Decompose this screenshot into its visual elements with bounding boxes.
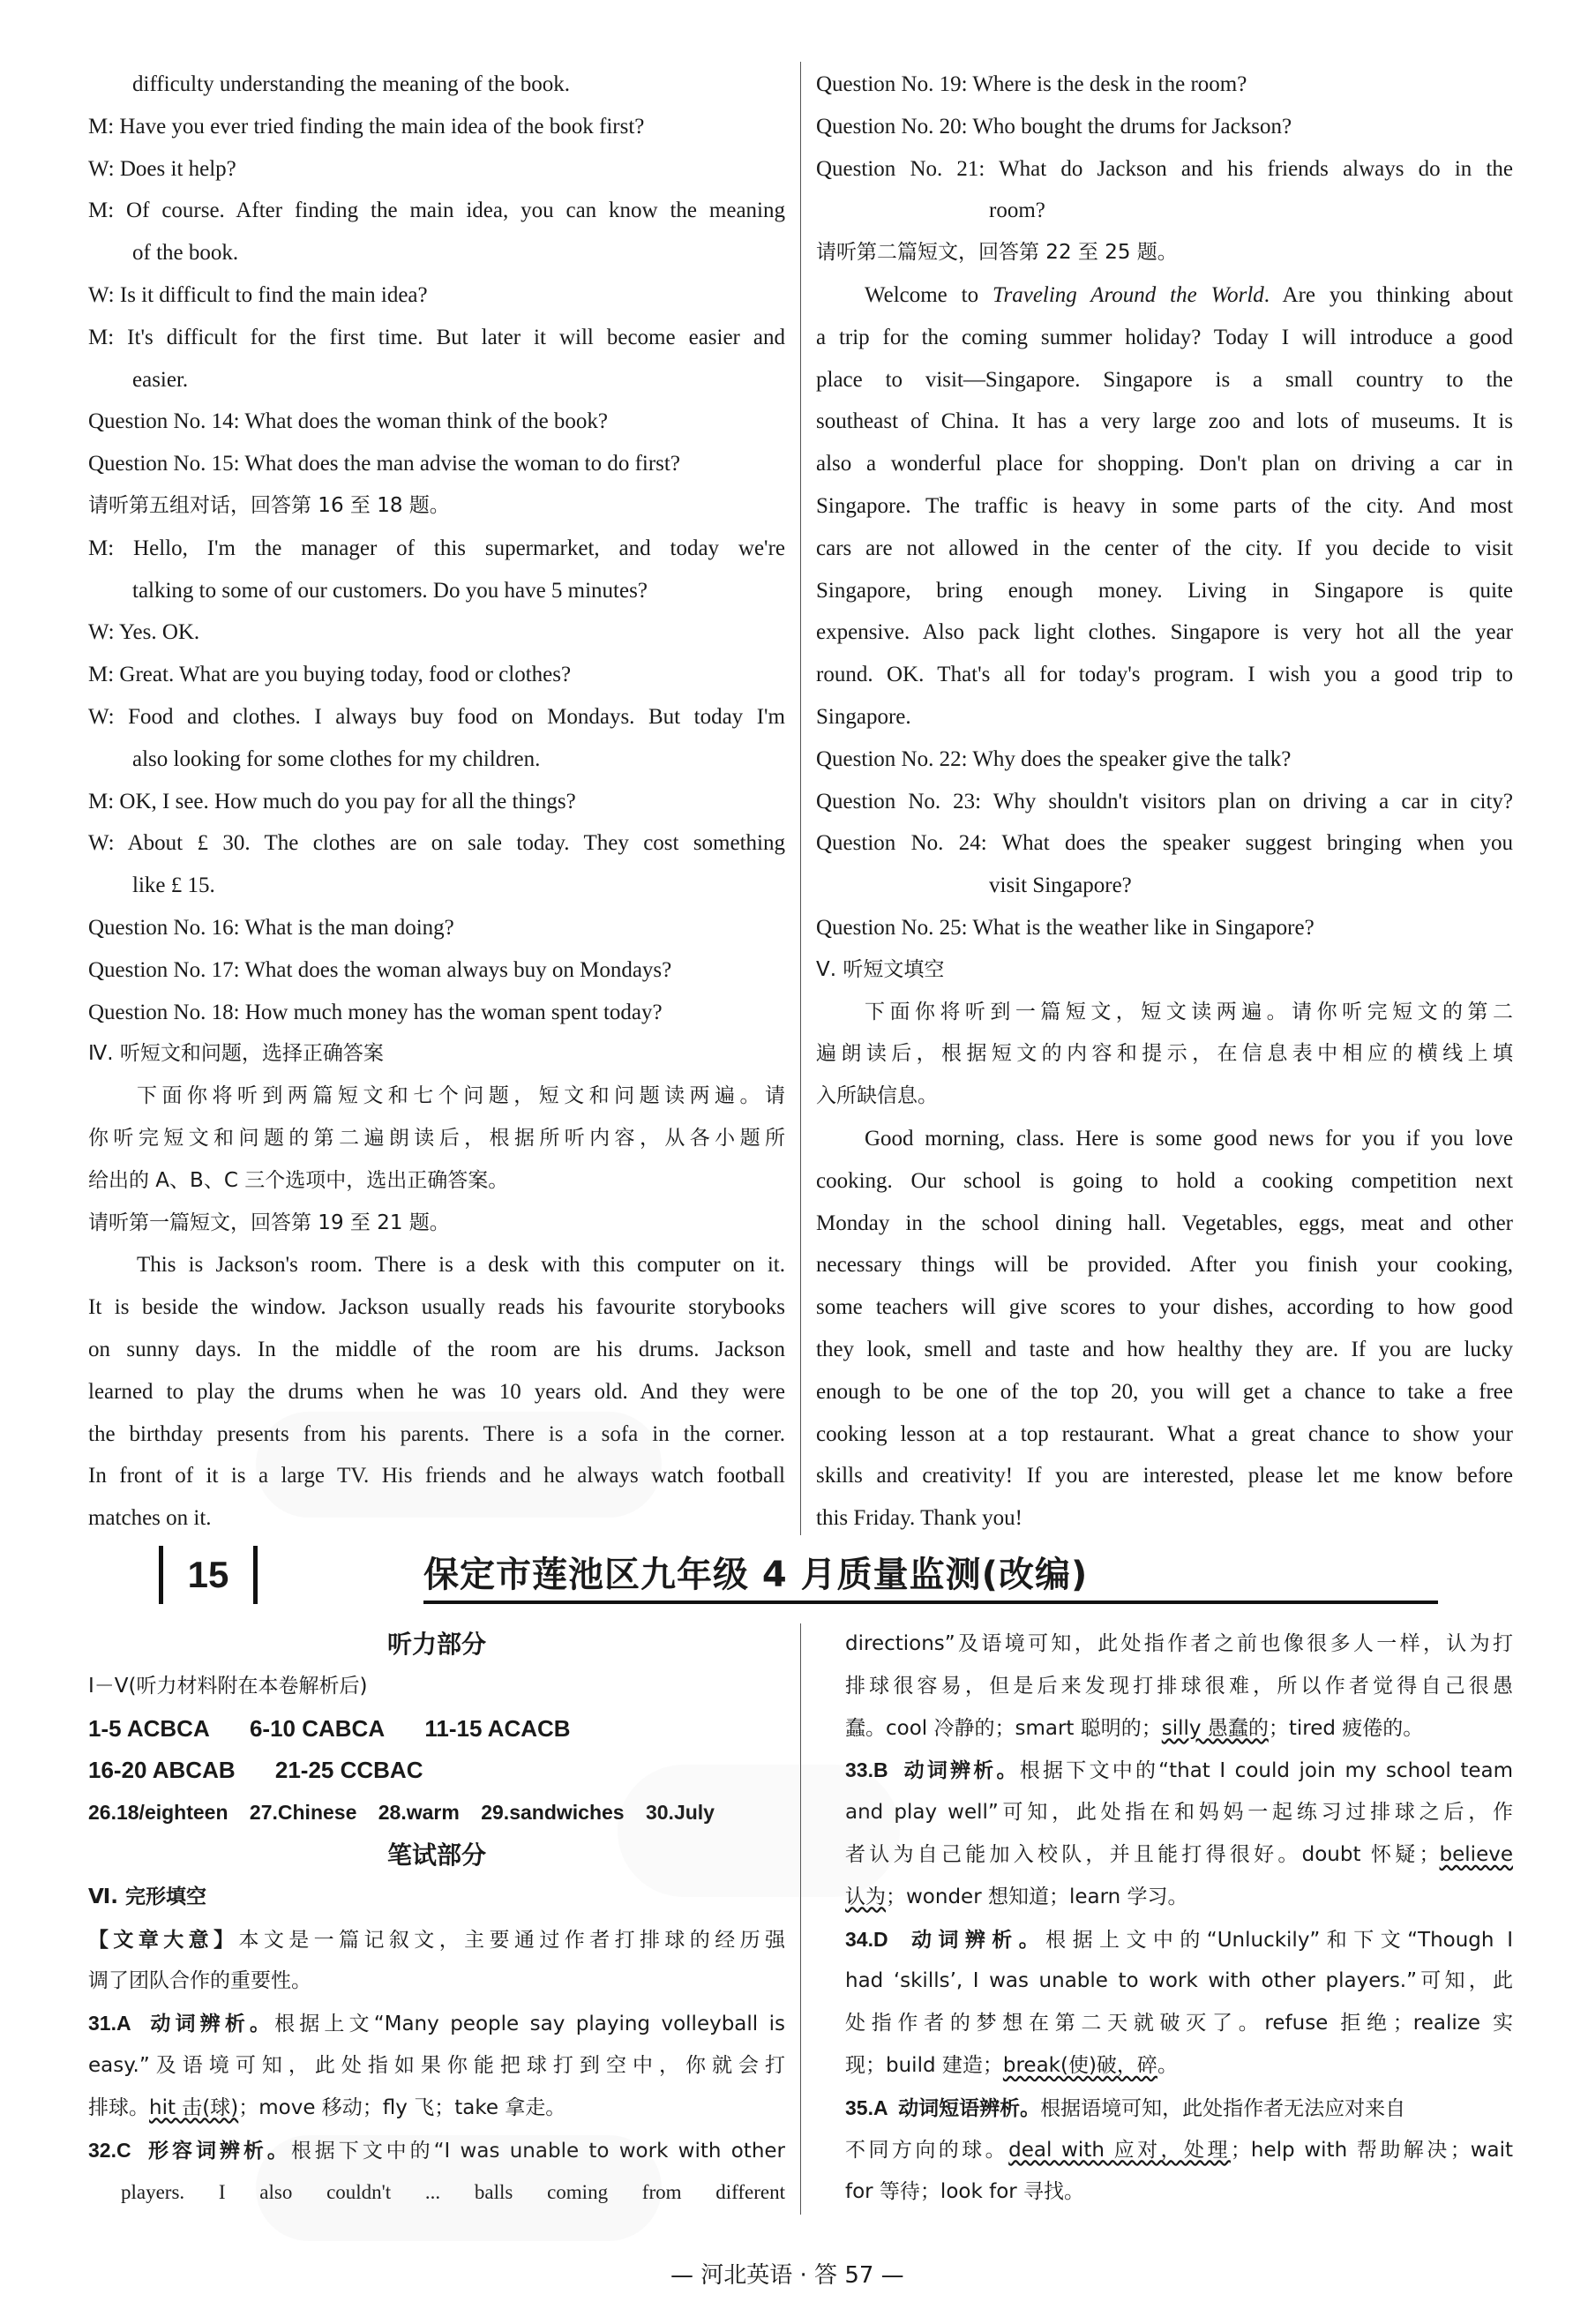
text-line: 入所缺信息。	[816, 1084, 938, 1108]
text-line: 遍朗读后，根据短文的内容和提示，在信息表中相应的横线上填	[816, 1042, 1513, 1066]
q35-type: 动词短语辨析。	[898, 2096, 1041, 2120]
text-line: W: Does it help?	[88, 156, 236, 181]
text-line: of the book.	[132, 241, 239, 266]
text-line: Singapore. The traffic is heavy in some parts of the city. And most	[816, 493, 1513, 518]
text-line: cars are not allowed in the center of the city. If you decide to visit	[816, 536, 1513, 560]
q33-line	[845, 1877, 1513, 1919]
text-line: M: Have you ever tried finding the main idea of the book first?	[88, 114, 645, 139]
q35-line	[845, 2088, 1513, 2130]
q34-text: 现；build 建造；	[845, 2053, 1003, 2077]
writing-heading: 笔试部分	[386, 1840, 486, 1870]
q35-line	[845, 2130, 1513, 2172]
text-line: enough to be one of the top 20, you will get a chance to take a free	[816, 1379, 1513, 1404]
q34-type: 动词辨析。	[910, 1928, 1046, 1952]
text-span: . Are you thinking about	[1263, 282, 1513, 307]
answer-group: 27.Chinese	[249, 1801, 357, 1825]
summary-text: 本文是一篇记叙文，主要通过作者打排球的经历强	[238, 1928, 785, 1952]
summary-label: 【文章大意】	[88, 1927, 239, 1951]
answer-group: 28.warm	[378, 1801, 460, 1825]
q35-number: 35.A	[845, 2095, 888, 2119]
text-line: M: Hello, I'm the manager of this supermarket, and today we're	[88, 536, 785, 560]
text-line: M: Great. What are you buying today, food or clothes?	[88, 663, 572, 687]
text-line: some teachers will give scores to your dishes, according to how good	[816, 1295, 1513, 1320]
q31-type: 动词辨析。	[150, 2013, 275, 2036]
q33-answer-highlight: believe	[1439, 1842, 1513, 1866]
bottom-left-column	[88, 1623, 785, 2214]
text-line: W: Is it difficult to find the main idea?	[88, 282, 428, 307]
text-line: This is Jackson's room. There is a desk with this computer on it.	[137, 1253, 785, 1278]
text-line: Question No. 25: What is the weather like in Singapore?	[816, 915, 1315, 940]
text-line: 给出的 A、B、C 三个选项中，选出正确答案。	[88, 1168, 509, 1192]
q33-type: 动词辨析。	[903, 1759, 1020, 1783]
text-line: visit Singapore?	[989, 873, 1132, 898]
listening-heading: 听力部分	[386, 1630, 486, 1659]
q31-answer-highlight: hit 击(球)	[149, 2095, 239, 2119]
q34-text: 根据上文中的“Unluckily”和下文“Though I	[1045, 1928, 1513, 1952]
text-span: Welcome to	[865, 282, 979, 307]
q31-line	[88, 2003, 785, 2045]
section-banner	[159, 1546, 1438, 1604]
text-line: room?	[989, 199, 1045, 223]
q34-answer-highlight: break(使)破，碎	[1002, 2053, 1157, 2077]
program-title: Traveling Around the World	[992, 282, 1264, 307]
page-footer: — 河北英语 · 答 57 —	[670, 2262, 904, 2289]
text-line: W: About £ 30. The clothes are on sale today. They cost something	[88, 831, 785, 856]
section-heading: Ⅳ. 听短文和问题，选择正确答案	[88, 1042, 384, 1066]
text-line: W: Food and clothes. I always buy food on Mondays. But today I'm	[88, 704, 785, 729]
text-line: matches on it.	[88, 1506, 212, 1531]
text-line: 下面你将听到一篇短文，短文读两遍。请你听完短文的第二	[865, 1000, 1513, 1023]
q31-text: ；move 移动；fly 飞；take 拿走。	[238, 2095, 566, 2119]
text-line: they look, smell and taste and how healthy they are. If you are lucky	[816, 1337, 1513, 1361]
answer-group: 30.July	[645, 1801, 715, 1825]
text-line: 请听第五组对话，回答第 16 至 18 题。	[88, 493, 450, 517]
text-line: Question No. 16: What is the man doing?	[88, 915, 454, 940]
q32-answer-highlight: silly 愚蠢的	[1161, 1716, 1269, 1740]
text-line: 请听第二篇短文，回答第 22 至 25 题。	[816, 241, 1178, 265]
text-line: Question No. 23: Why shouldn't visitors plan on driving a car in city?	[816, 789, 1513, 813]
text-line: Question No. 19: Where is the desk in the room?	[816, 72, 1247, 96]
q33-line	[845, 1834, 1513, 1877]
text-line: W: Yes. OK.	[88, 620, 200, 645]
text-line: 请听第一篇短文，回答第 19 至 21 题。	[88, 1211, 450, 1234]
text-line: easier.	[132, 367, 189, 392]
q32-line	[88, 2130, 785, 2172]
text-line: Question No. 24: What does the speaker suggest bringing when you	[816, 831, 1513, 856]
top-left-column	[88, 64, 785, 1540]
q32-text: 蠢。cool 冷静的；smart 聪明的；	[845, 1716, 1162, 1740]
listening-note: Ⅰ－Ⅴ(听力材料附在本卷解析后)	[88, 1674, 368, 1698]
text-line: 下面你将听到两篇短文和七个问题，短文和问题读两遍。请	[137, 1084, 785, 1108]
q35-line: for 等待；look for 寻找。	[845, 2180, 1085, 2204]
section-heading: Ⅴ. 听短文填空	[816, 957, 945, 981]
cloze-heading: Ⅵ. 完形填空	[88, 1885, 207, 1908]
text-line: expensive. Also pack light clothes. Singapore is very hot all the year	[816, 620, 1513, 645]
q31-number: 31.A	[88, 2012, 131, 2035]
top-column-divider	[800, 62, 801, 1535]
q35-text: 不同方向的球。	[845, 2138, 1009, 2162]
text-line: Question No. 18: How much money has the woman spent today?	[88, 1000, 663, 1024]
text-line: Monday in the school dining hall. Vegetables, eggs, meat and other	[816, 1211, 1513, 1235]
q32-line: directions”及语境可知，此处指作者之前也像很多人一样，认为打	[845, 1632, 1513, 1655]
text-line: southeast of China. It has a very large zoo and lots of museums. It is	[816, 409, 1513, 434]
q34-number: 34.D	[845, 1927, 888, 1951]
text-line: cooking lesson at a top restaurant. What a great chance to show your	[816, 1421, 1513, 1446]
text-line: difficulty understanding the meaning of the book.	[132, 72, 570, 96]
answer-group: 29.sandwiches	[481, 1801, 625, 1825]
q32-type: 形容词辨析。	[148, 2139, 291, 2163]
q31-line	[88, 2088, 785, 2130]
q34-line	[845, 1919, 1513, 1961]
text-line: cooking. Our school is going to hold a cooking competition next	[816, 1168, 1513, 1193]
q33-text: 者认为自己能加入校队，并且能打得很好。doubt 怀疑；	[845, 1842, 1440, 1866]
q33-line: and play well”可知，此处指在和妈妈一起练习过排球之后，作	[845, 1801, 1513, 1825]
text-line: like £ 15.	[132, 873, 215, 898]
text-line: learned to play the drums when he was 10 years old. And they were	[88, 1379, 785, 1404]
bottom-right-column	[845, 1623, 1513, 2214]
answer-row	[88, 1792, 785, 1834]
text-line: also a wonderful place for shopping. Don't plan on driving a car in	[816, 452, 1513, 476]
bottom-column-divider	[800, 1623, 801, 2215]
q31-text: 根据上文“Many people say playing volleyball is	[274, 2013, 785, 2036]
q32-line: 排球很容易，但是后来发现打排球很难，所以作者觉得自己很愚	[845, 1674, 1513, 1698]
q33-answer-highlight: 认为	[845, 1885, 886, 1908]
q35-answer-highlight: deal with 应对，处理	[1008, 2138, 1231, 2162]
answer-row	[88, 1750, 785, 1792]
text-line: Question No. 14: What does the woman think of the book?	[88, 409, 609, 434]
text-line: M: OK, I see. How much do you pay for all the things?	[88, 789, 576, 813]
q35-text: 根据语境可知，此处指作者无法应对来自	[1040, 2096, 1406, 2120]
text-line: M: It's difficult for the first time. But later it will become easier and	[88, 325, 785, 349]
text-line: necessary things will be provided. After you finish your cooking,	[816, 1253, 1513, 1278]
q35-text: ；help with 帮助解决；wait	[1230, 2138, 1513, 2162]
text-line: Question No. 17: What does the woman always buy on Mondays?	[88, 957, 672, 982]
q31-line: easy.”及语境可知，此处指如果你能把球打到空中，你就会打	[88, 2053, 785, 2077]
q32-number: 32.C	[88, 2138, 131, 2162]
answer-group: 1-5 ACBCA	[88, 1714, 210, 1742]
answer-group: 6-10 CABCA	[249, 1714, 386, 1742]
summary-line	[88, 1919, 785, 1961]
text-line: the birthday presents from his parents. There is a sofa in the corner.	[88, 1421, 785, 1446]
text-line: It is beside the window. Jackson usually reads his favourite storybooks	[88, 1295, 785, 1320]
q31-text: 排球。	[88, 2095, 149, 2119]
q33-text: 根据下文中的“that I could join my school team	[1019, 1759, 1513, 1783]
answer-group: 21-25 CCBAC	[274, 1757, 423, 1784]
section-number: 15	[187, 1554, 229, 1595]
text-line: In front of it is a large TV. His friends and he always watch football	[88, 1464, 785, 1488]
q33-number: 33.B	[845, 1758, 888, 1782]
q33-line	[845, 1750, 1513, 1792]
banner-rule	[423, 1601, 1438, 1604]
answer-group: 11-15 ACACB	[424, 1714, 571, 1742]
text-line: Question No. 20: Who bought the drums for Jackson?	[816, 114, 1292, 139]
answer-row	[88, 1708, 785, 1750]
q34-line: had ‘skills’, I was unable to work with other players.”可知，此	[845, 1969, 1513, 1993]
text-line: a trip for the coming summer holiday? Today I will introduce a good	[816, 325, 1513, 349]
text-line: place to visit—Singapore. Singapore is a small country to the	[816, 367, 1513, 392]
summary-line: 调了团队合作的重要性。	[88, 1969, 311, 1993]
text-line: round. OK. That's all for today's program. I wish you a good trip to	[816, 663, 1513, 687]
text-line: 你听完短文和问题的第二遍朗读后，根据所听内容，从各小题所	[88, 1126, 785, 1150]
q34-line	[845, 2045, 1513, 2088]
text-line: M: Of course. After finding the main idea, you can know the meaning	[88, 199, 785, 223]
q32-text: 根据下文中的“I was unable to work with other	[290, 2139, 785, 2163]
q33-text: ；wonder 想知道；learn 学习。	[886, 1885, 1188, 1908]
text-line	[816, 274, 1513, 317]
text-line: skills and creativity! If you are interested, please let me know before	[816, 1464, 1513, 1488]
q32-text: ；tired 疲倦的。	[1268, 1716, 1424, 1740]
text-line: also looking for some clothes for my children.	[132, 746, 541, 771]
text-line: Singapore, bring enough money. Living in Singapore is quite	[816, 578, 1513, 603]
q32-line: players. I also couldn't ... balls coming from different	[121, 2181, 785, 2204]
text-line: on sunny days. In the middle of the room are his drums. Jackson	[88, 1337, 785, 1361]
text-line: Question No. 21: What do Jackson and his friends always do in the	[816, 156, 1513, 181]
q32-line	[845, 1708, 1513, 1750]
q34-text: 。	[1157, 2053, 1178, 2077]
text-line: Question No. 22: Why does the speaker give the talk?	[816, 746, 1292, 771]
text-line: Question No. 15: What does the man advise the woman to do first?	[88, 452, 680, 476]
text-line: Singapore.	[816, 704, 911, 729]
text-line: this Friday. Thank you!	[816, 1506, 1023, 1531]
q34-line: 处指作者的梦想在第二天就破灭了。refuse 拒绝；realize 实	[845, 2012, 1513, 2035]
top-right-column	[816, 64, 1513, 1540]
section-title: 保定市莲池区九年级 4 月质量监测(改编)	[423, 1555, 1089, 1595]
text-line: talking to some of our customers. Do you have 5 minutes?	[132, 578, 648, 603]
text-line: Good morning, class. Here is some good news for you if you love	[865, 1126, 1513, 1151]
answer-group: 16-20 ABCAB	[88, 1757, 236, 1784]
answer-group: 26.18/eighteen	[88, 1801, 228, 1825]
